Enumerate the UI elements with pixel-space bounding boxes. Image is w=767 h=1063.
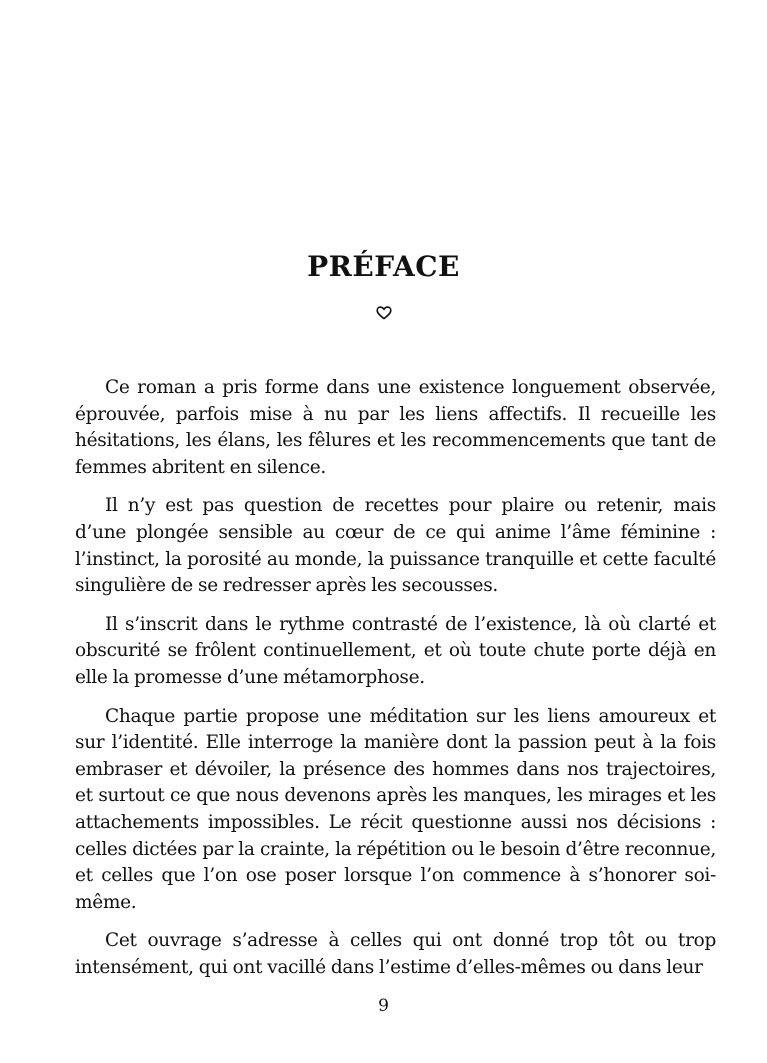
heart-icon <box>376 305 392 324</box>
paragraph: Chaque partie propose une méditation sur les liens amoureux et sur l’identité. Elle interroge la manière dont la passion peut à la fois embraser et dévoiler, la présence des hommes dans nos trajectoires, et surtout ce que nous devenons après les manques, les mirages et les attachements impossibles. Le récit questionne aussi nos décisions : celles dictées par la crainte, la répétition ou le besoin d’être reconnue, et celles que l’on ose poser lorsque l’on commence à s’honorer soi-même. <box>75 705 716 913</box>
paragraph: Ce roman a pris forme dans une existence longuement observée, éprouvée, parfois mise à nu par les liens affectifs. Il recueille les hésitations, les élans, les fêlures et les recommencements que tant de femmes abritent en silence. <box>75 377 716 478</box>
ornament <box>0 306 767 320</box>
paragraph: Il s’inscrit dans le rythme contrasté de l’existence, là où clarté et obscurité se frôlent continuellement, et où toute chute porte déjà en elle la promesse d’une métamorphose. <box>75 613 716 688</box>
preface-body <box>75 375 716 993</box>
paragraph: Cet ouvrage s’adresse à celles qui ont donné trop tôt ou trop intensément, qui ont vacillé dans l’estime d’elles-mêmes ou dans leur <box>75 930 716 978</box>
chapter-title: PRÉFACE <box>307 250 460 283</box>
page-number: 9 <box>378 996 389 1016</box>
paragraph: Il n’y est pas question de recettes pour plaire ou retenir, mais d’une plongée sensible au cœur de ce qui anime l’âme féminine : l’instinct, la porosité au monde, la puissance tranquille et cette faculté singulière de se redresser après les secousses. <box>75 495 716 597</box>
